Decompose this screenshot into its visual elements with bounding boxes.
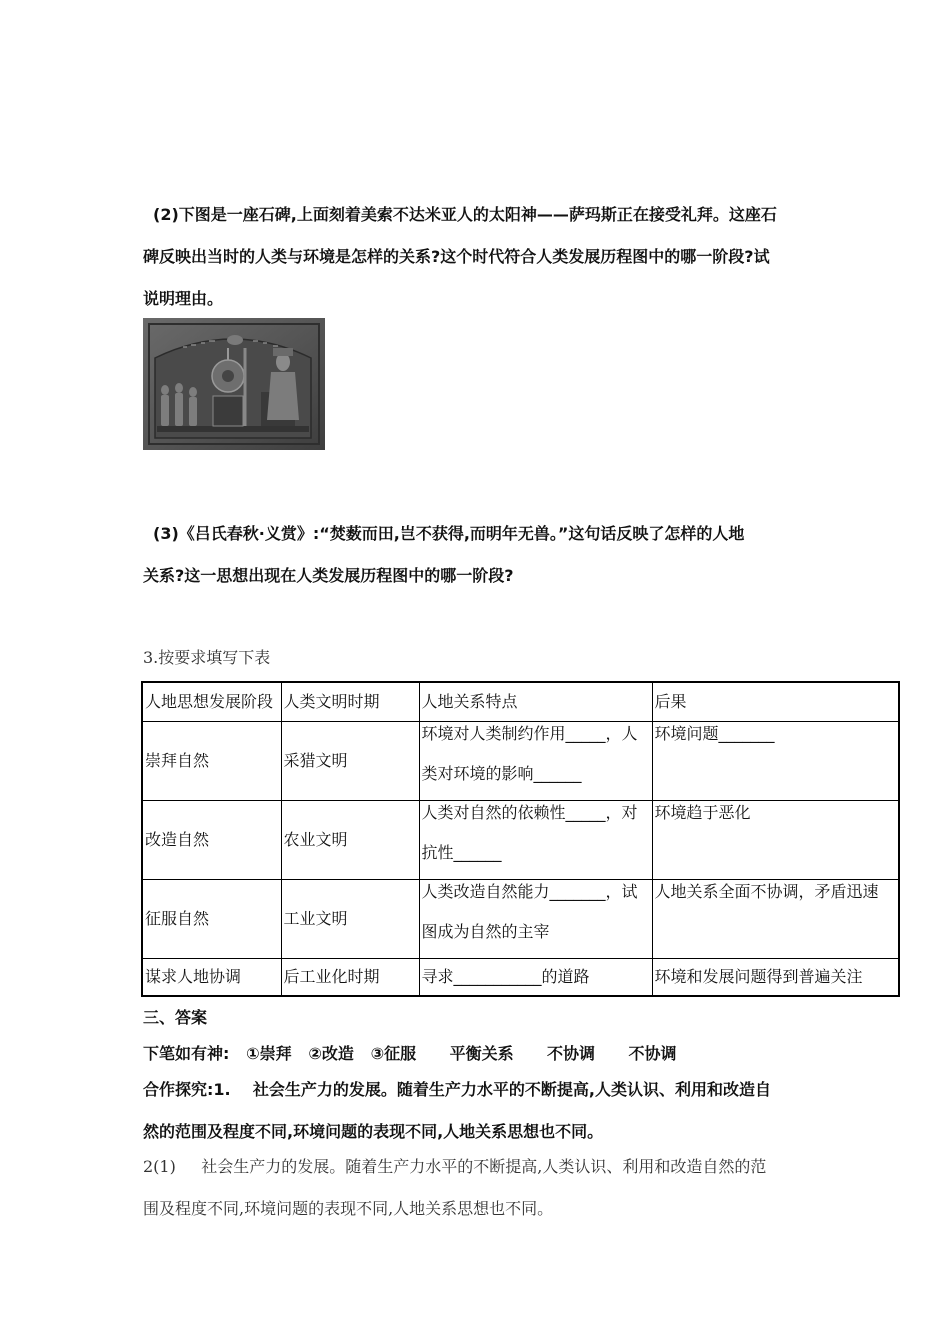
- feature-line-b: 图成为自然的主宰: [421, 922, 550, 941]
- feature-line-a: 人类对自然的依赖性_____，对: [421, 803, 638, 822]
- answers-line1: 下笔如有神: ①崇拜 ②改造 ③征服 平衡关系 不协调 不协调: [143, 1044, 677, 1063]
- q2-line3: 说明理由。: [143, 289, 224, 308]
- header-result: 后果: [652, 682, 899, 722]
- stage-cell: 改造自然: [142, 801, 281, 880]
- header-feature: 人地关系特点: [419, 682, 652, 722]
- feature-cell: [419, 722, 652, 801]
- q3-line2: 关系?这一思想出现在人类发展历程图中的哪一阶段?: [143, 566, 514, 585]
- table-row: [142, 880, 899, 959]
- answers-line3: 然的范围及程度不同,环境问题的表现不同,人地关系思想也不同。: [143, 1122, 604, 1141]
- table-row: [142, 722, 899, 801]
- stage-cell: 谋求人地协调: [142, 959, 281, 997]
- era-cell: 农业文明: [281, 801, 419, 880]
- feature-line-a: 环境对人类制约作用_____，人: [421, 724, 638, 743]
- era-cell: 工业文明: [281, 880, 419, 959]
- answers-line2: 合作探究:1. 社会生产力的发展。随着生产力水平的不断提高,人类认识、利用和改造自: [143, 1080, 771, 1099]
- feature-line-a: 人类改造自然能力_______，试: [421, 882, 638, 901]
- result-cell: 环境和发展问题得到普遍关注: [652, 959, 899, 997]
- era-cell: 后工业化时期: [281, 959, 419, 997]
- header-stage: 人地思想发展阶段: [142, 682, 281, 722]
- header-era: 人类文明时期: [281, 682, 419, 722]
- feature-cell: 寻求___________的道路: [419, 959, 652, 997]
- result-text: 环境趋于恶化: [654, 803, 751, 822]
- feature-line-b: 类对环境的影响______: [421, 764, 582, 783]
- fill-table: [141, 681, 900, 997]
- answers-line5: 围及程度不同,环境问题的表现不同,人地关系思想也不同。: [143, 1199, 554, 1218]
- q2-line1: (2)下图是一座石碑,上面刻着美索不达米亚人的太阳神——萨玛斯正在接受礼拜。这座石: [153, 205, 777, 224]
- feature-cell: [419, 801, 652, 880]
- section3-title: 3.按要求填写下表: [143, 648, 271, 667]
- table-row: [142, 959, 899, 997]
- answers-heading: 三、答案: [143, 1008, 208, 1027]
- result-text: 人地关系全面不协调，矛盾迅速: [654, 882, 879, 901]
- feature-cell: [419, 880, 652, 959]
- table-row: [142, 801, 899, 880]
- feature-line-b: 抗性______: [421, 843, 502, 862]
- era-cell: 采猎文明: [281, 722, 419, 801]
- result-cell: [652, 880, 899, 959]
- stele-image: [143, 318, 325, 450]
- stage-cell: 征服自然: [142, 880, 281, 959]
- stage-cell: 崇拜自然: [142, 722, 281, 801]
- result-cell: [652, 801, 899, 880]
- answers-line4: 2(1) 社会生产力的发展。随着生产力水平的不断提高,人类认识、利用和改造自然的范: [143, 1157, 767, 1176]
- result-cell: [652, 722, 899, 801]
- table-header-row: [142, 682, 899, 722]
- result-text: 环境问题_______: [654, 724, 775, 743]
- q3-line1: (3)《吕氏春秋·义赏》:“焚薮而田,岂不获得,而明年无兽。”这句话反映了怎样的人地: [153, 524, 745, 543]
- q2-line2: 碑反映出当时的人类与环境是怎样的关系?这个时代符合人类发展历程图中的哪一阶段?试: [143, 247, 770, 266]
